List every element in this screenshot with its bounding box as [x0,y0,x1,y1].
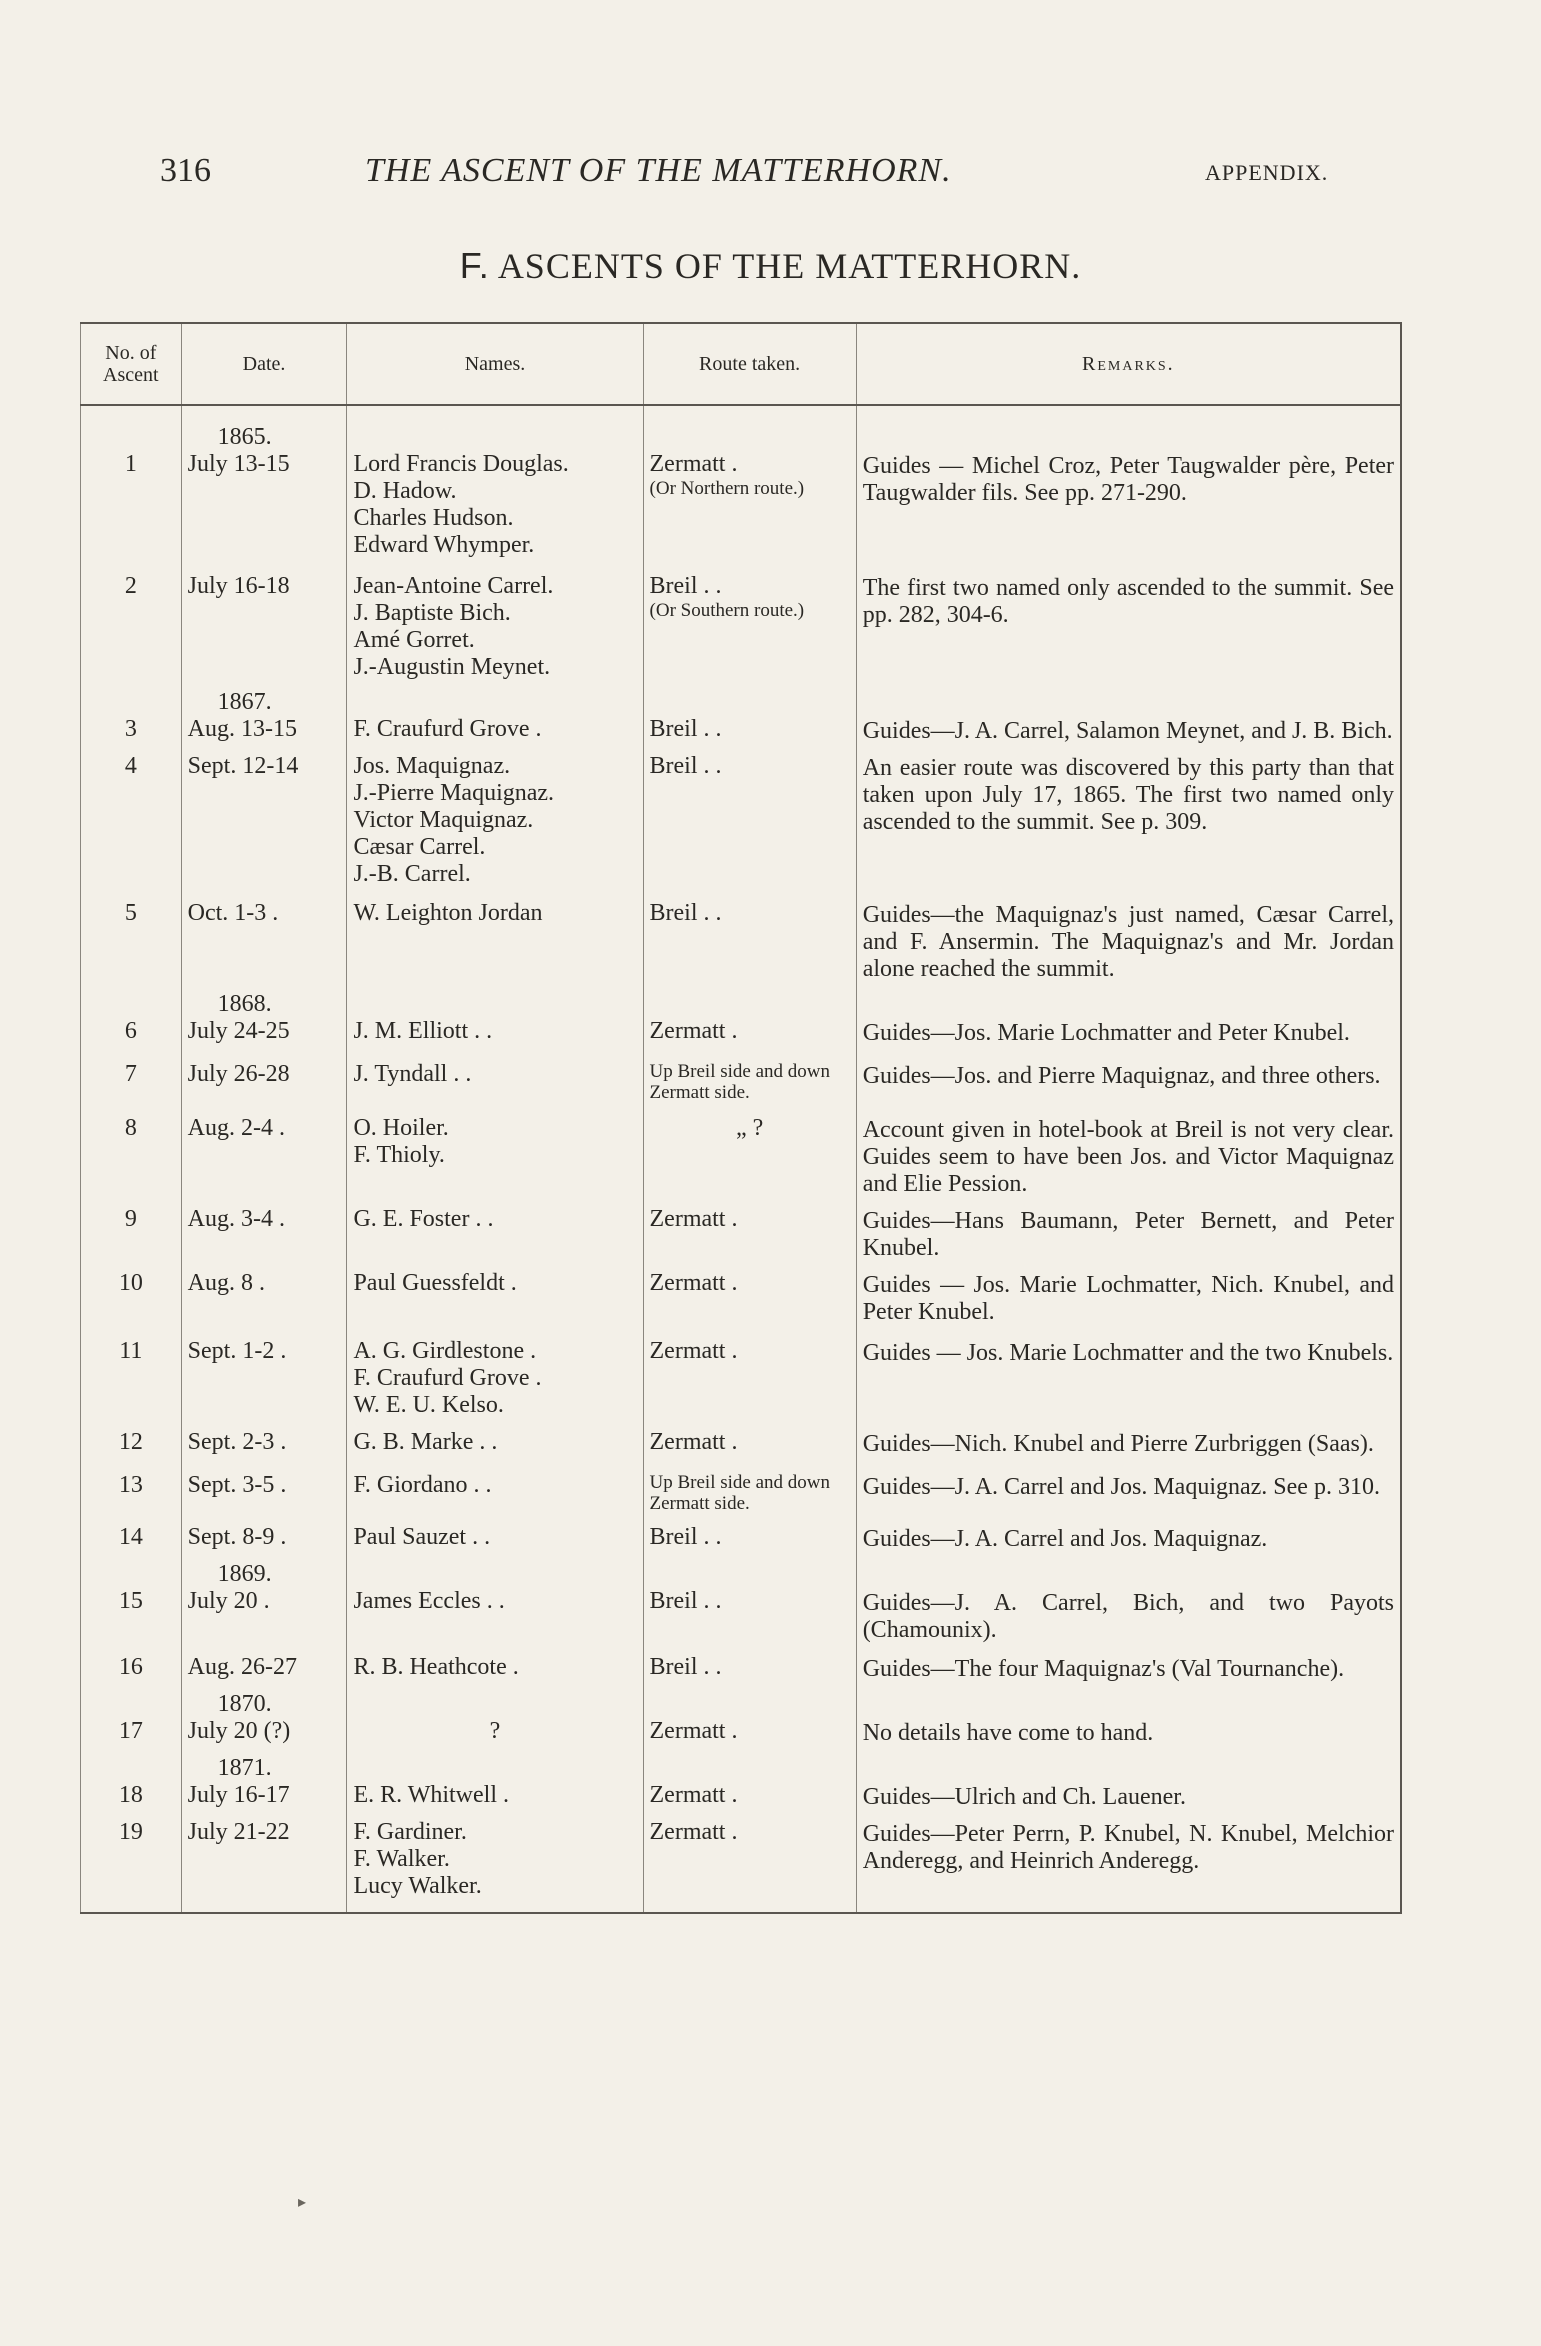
climber-names-cell [347,681,643,745]
table-row [81,1419,1402,1458]
route-cell [643,1458,856,1514]
route-cell [643,1326,856,1419]
ascent-date: July 16-17 [187,1782,290,1808]
route-taken: Zermatt . [649,1718,738,1744]
ascent-year: 1868. [217,991,272,1017]
climber-name: J.-Pierre Maquignaz. [353,780,555,806]
climber-name: J. Tyndall . . [353,1061,472,1087]
ascent-number: 1 [81,405,182,559]
ascent-date: Aug. 8 . [187,1270,265,1296]
ascent-number: 11 [81,1326,182,1419]
ascent-date-cell [181,681,347,745]
route-cell [643,1103,856,1198]
route-taken: Breil . . [649,900,722,926]
appendix-label: APPENDIX. [1205,160,1329,185]
running-title: THE ASCENT OF THE MATTERHORN. [365,152,952,189]
table-row [81,681,1402,745]
footer-mark: ▸ [298,2194,307,2211]
ascent-number: 15 [81,1553,182,1644]
climber-names-cell [347,405,643,559]
ascent-number: 16 [81,1644,182,1683]
ascent-number: 18 [81,1747,182,1811]
ascent-date-cell [181,559,347,681]
section-heading: ASCENTS OF THE MATTERHORN. [497,246,1082,286]
route-cell [643,1198,856,1262]
climber-name: Edward Whymper. [353,532,535,558]
ascent-date-cell [181,1198,347,1262]
climber-names-cell [347,1458,643,1514]
climber-name: O. Hoiler. [353,1115,449,1141]
climber-names-cell [347,1198,643,1262]
table-row [81,559,1402,681]
climber-names-cell [347,1326,643,1419]
climber-name: F. Craufurd Grove . [353,1365,542,1391]
climber-names-cell [347,1553,643,1644]
route-cell [643,1553,856,1644]
ascent-year: 1869. [217,1561,272,1587]
ascent-date: July 20 (?) [187,1718,291,1744]
route-taken: „ ? [735,1115,764,1141]
ascent-date-cell [181,1747,347,1811]
climber-name: ? [489,1718,501,1744]
climber-names-cell [347,1747,643,1811]
ascent-date-cell [181,1553,347,1644]
ascent-year: 1871. [217,1755,272,1781]
ascent-date-cell [181,405,347,559]
route-taken: Zermatt . [649,1429,738,1455]
route-note: (Or Southern route.) [649,600,805,621]
ascent-date-cell [181,1047,347,1103]
route-taken: Zermatt . [649,1270,738,1296]
climber-names-cell [347,1514,643,1553]
climber-name: Jean-Antoine Carrel. [353,573,554,599]
table-body [81,405,1402,1913]
table-row [81,1198,1402,1262]
climber-name: W. E. U. Kelso. [353,1392,504,1418]
climber-name: J.-B. Carrel. [353,861,471,887]
ascent-date: Sept. 3-5 . [187,1472,287,1498]
table-row [81,1747,1402,1811]
remarks: Guides—Ulrich and Ch. Lauener. [856,1747,1401,1811]
climber-name: F. Gardiner. [353,1819,467,1845]
route-taken: Zermatt . [649,1819,738,1845]
route-cell [643,1644,856,1683]
climber-name: Paul Guessfeldt . [353,1270,517,1296]
climber-names-cell [347,1419,643,1458]
remarks: Guides—Peter Perrn, P. Knubel, N. Knubel, Melchior Anderegg, and Heinrich Anderegg. [856,1811,1401,1913]
column-header-date: Date. [181,323,347,405]
climber-name: Charles Hudson. [353,505,514,531]
remarks: Guides—Jos. and Pierre Maquignaz, and three others. [856,1047,1401,1103]
climber-names-cell [347,888,643,983]
climber-name: D. Hadow. [353,478,457,504]
remarks: Account given in hotel-book at Breil is not very clear. Guides seem to have been Jos. and Victor Maquignaz and Elie Pession. [856,1103,1401,1198]
route-taken: Breil . . [649,753,722,779]
route-taken: Breil . . [649,716,722,742]
route-taken: Breil . . [649,1524,722,1550]
climber-name: F. Craufurd Grove . [353,716,542,742]
ascent-year: 1867. [217,689,272,715]
ascent-number: 8 [81,1103,182,1198]
ascent-number: 9 [81,1198,182,1262]
ascent-date: Sept. 12-14 [187,753,299,779]
climber-name: E. R. Whitwell . [353,1782,509,1808]
route-cell [643,745,856,888]
table-row [81,1103,1402,1198]
ascent-date: Oct. 1-3 . [187,900,279,926]
climber-name: J.-Augustin Meynet. [353,654,551,680]
ascent-date: Sept. 8-9 . [187,1524,287,1550]
route-taken: Zermatt . [649,1206,738,1232]
route-cell [643,1514,856,1553]
ascent-number: 13 [81,1458,182,1514]
ascent-date-cell [181,1326,347,1419]
climber-names-cell [347,983,643,1047]
route-cell [643,1811,856,1913]
climber-name: G. B. Marke . . [353,1429,498,1455]
remarks: Guides—the Maquignaz's just named, Cæsar Carrel, and F. Ansermin. The Maquignaz's and Mr. Jordan alone reached the summit. [856,888,1401,983]
ascent-date: July 26-28 [187,1061,290,1087]
page-number: 316 [160,152,211,189]
route-cell [643,1747,856,1811]
ascent-date: Sept. 2-3 . [187,1429,287,1455]
table-row [81,1553,1402,1644]
climber-name: F. Walker. [353,1846,450,1872]
ascent-year: 1865. [217,424,272,450]
ascent-date: July 21-22 [187,1819,290,1845]
climber-name: Amé Gorret. [353,627,475,653]
ascent-date: Aug. 2-4 . [187,1115,285,1141]
remarks: The first two named only ascended to the summit. See pp. 282, 304-6. [856,559,1401,681]
ascent-date-cell [181,1811,347,1913]
route-cell [643,559,856,681]
ascent-number: 3 [81,681,182,745]
ascent-number: 12 [81,1419,182,1458]
ascent-number: 4 [81,745,182,888]
climber-name: Lord Francis Douglas. [353,451,569,477]
route-taken: Breil . . [649,573,722,599]
route-cell [643,983,856,1047]
remarks: Guides — Michel Croz, Peter Taugwalder père, Peter Taugwalder fils. See pp. 271-290. [856,405,1401,559]
climber-names-cell [347,1103,643,1198]
page-header [160,152,1360,192]
climber-name: W. Leighton Jordan [353,900,543,926]
ascent-number: 14 [81,1514,182,1553]
route-note: Up Breil side and down Zermatt side. [649,1472,830,1514]
table-row [81,1047,1402,1103]
remarks: Guides—Nich. Knubel and Pierre Zurbriggen (Saas). [856,1419,1401,1458]
ascent-date-cell [181,983,347,1047]
section-title [0,245,1541,287]
ascent-date: July 24-25 [187,1018,290,1044]
climber-name: James Eccles . . [353,1588,505,1614]
climber-name: F. Giordano . . [353,1472,492,1498]
route-cell [643,681,856,745]
table-header-row [81,323,1402,405]
remarks: Guides—J. A. Carrel, Salamon Meynet, and J. B. Bich. [856,681,1401,745]
remarks: Guides—Jos. Marie Lochmatter and Peter Knubel. [856,983,1401,1047]
ascent-date: Aug. 3-4 . [187,1206,285,1232]
column-header-route: Route taken. [643,323,856,405]
ascent-date-cell [181,1644,347,1683]
route-cell [643,1683,856,1747]
ascent-date: Sept. 1-2 . [187,1338,287,1364]
ascent-date-cell [181,1458,347,1514]
table-row [81,1683,1402,1747]
remarks: Guides — Jos. Marie Lochmatter and the two Knubels. [856,1326,1401,1419]
ascent-number: 5 [81,888,182,983]
column-header-no: No. of Ascent [81,323,182,405]
climber-names-cell [347,1644,643,1683]
ascent-date: July 20 . [187,1588,270,1614]
ascent-date: Aug. 13-15 [187,716,297,742]
remarks: No details have come to hand. [856,1683,1401,1747]
route-taken: Zermatt . [649,1782,738,1808]
climber-names-cell [347,559,643,681]
ascent-number: 19 [81,1811,182,1913]
climber-name: Cæsar Carrel. [353,834,486,860]
ascent-number: 6 [81,983,182,1047]
table-row [81,745,1402,888]
table-row [81,1326,1402,1419]
ascent-date-cell [181,745,347,888]
route-note: (Or Northern route.) [649,478,805,499]
climber-name: F. Thioly. [353,1142,445,1168]
table-row [81,1811,1402,1913]
ascent-date-cell [181,1683,347,1747]
climber-name: Paul Sauzet . . [353,1524,491,1550]
route-taken: Breil . . [649,1654,722,1680]
climber-name: Victor Maquignaz. [353,807,534,833]
column-header-remarks: Remarks. [856,323,1401,405]
ascent-number: 7 [81,1047,182,1103]
table-row [81,1514,1402,1553]
climber-name: Lucy Walker. [353,1873,482,1899]
ascents-table [80,322,1402,1914]
route-taken: Breil . . [649,1588,722,1614]
ascent-date: July 16-18 [187,573,290,599]
climber-names-cell [347,1811,643,1913]
ascent-number: 2 [81,559,182,681]
section-letter: F. [459,245,490,286]
route-taken: Zermatt . [649,1338,738,1364]
table-row [81,888,1402,983]
table-row [81,1458,1402,1514]
table-row [81,405,1402,559]
table-row [81,1262,1402,1326]
remarks: Guides—The four Maquignaz's (Val Tournanche). [856,1644,1401,1683]
route-note: Up Breil side and down Zermatt side. [649,1061,830,1103]
ascent-number: 10 [81,1262,182,1326]
route-cell [643,1262,856,1326]
climber-name: R. B. Heathcote . [353,1654,519,1680]
climber-name: G. E. Foster . . [353,1206,494,1232]
route-cell [643,1419,856,1458]
column-header-names: Names. [347,323,643,405]
ascent-date-cell [181,888,347,983]
climber-name: A. G. Girdlestone . [353,1338,537,1364]
climber-name: Jos. Maquignaz. [353,753,511,779]
route-taken: Zermatt . [649,451,738,477]
ascent-date-cell [181,1103,347,1198]
remarks: Guides — Jos. Marie Lochmatter, Nich. Knubel, and Peter Knubel. [856,1262,1401,1326]
ascent-date-cell [181,1419,347,1458]
remarks: An easier route was discovered by this party than that taken upon July 17, 1865. The first two named only ascended to the summit. See p. 309. [856,745,1401,888]
table-row [81,983,1402,1047]
climber-name: J. M. Elliott . . [353,1018,493,1044]
climber-names-cell [347,1047,643,1103]
ascent-date-cell [181,1262,347,1326]
table-row [81,1644,1402,1683]
climber-name: J. Baptiste Bich. [353,600,511,626]
climber-names-cell [347,745,643,888]
climber-names-cell [347,1683,643,1747]
route-taken: Zermatt . [649,1018,738,1044]
ascent-number: 17 [81,1683,182,1747]
route-cell [643,888,856,983]
ascent-date: Aug. 26-27 [187,1654,297,1680]
ascent-date: July 13-15 [187,451,290,477]
remarks: Guides—Hans Baumann, Peter Bernett, and Peter Knubel. [856,1198,1401,1262]
route-cell [643,1047,856,1103]
remarks: Guides—J. A. Carrel, Bich, and two Payots (Chamounix). [856,1553,1401,1644]
remarks: Guides—J. A. Carrel and Jos. Maquignaz. See p. 310. [856,1458,1401,1514]
route-cell [643,405,856,559]
ascent-year: 1870. [217,1691,272,1717]
remarks: Guides—J. A. Carrel and Jos. Maquignaz. [856,1514,1401,1553]
ascent-date-cell [181,1514,347,1553]
climber-names-cell [347,1262,643,1326]
